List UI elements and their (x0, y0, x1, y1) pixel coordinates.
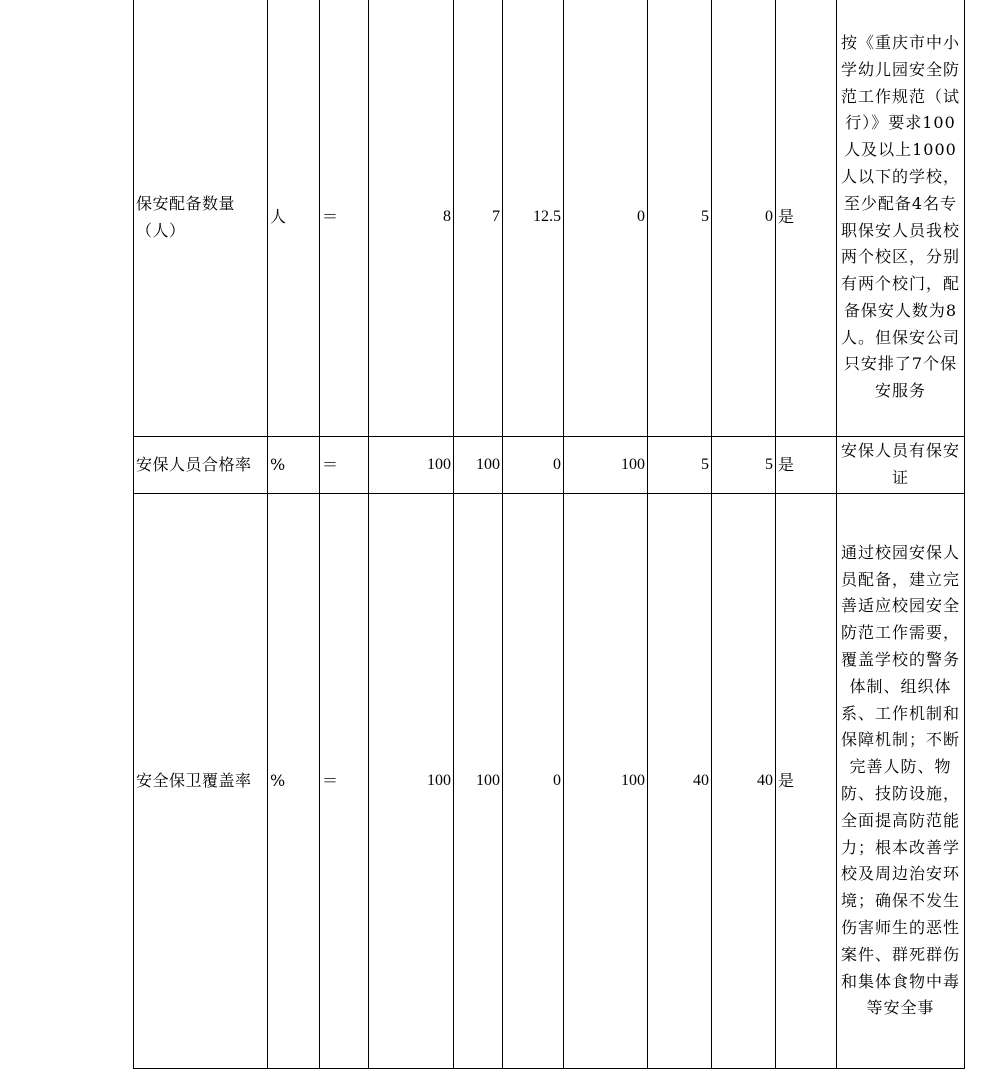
unit-cell: % (268, 437, 320, 494)
performance-table (133, 0, 965, 1069)
flag-cell: 是 (776, 0, 837, 437)
score-value: 40 (712, 494, 776, 1069)
target-value: 100 (369, 494, 454, 1069)
indicator-name: 安保人员合格率 (134, 437, 268, 494)
indicator-name: 保安配备数量（人） (134, 0, 268, 437)
rate-value: 100 (564, 494, 648, 1069)
weight-value: 5 (648, 0, 712, 437)
deviation-value: 12.5 (503, 0, 564, 437)
actual-value: 100 (454, 437, 503, 494)
operator-cell: ＝ (320, 0, 369, 437)
rate-value: 0 (564, 0, 648, 437)
score-value: 0 (712, 0, 776, 437)
note-cell: 通过校园安保人员配备，建立完善适应校园安全防范工作需要，覆盖学校的警务体制、组织体系、工作机制和保障机制；不断完善人防、物防、技防设施，全面提高防范能力；根本改善学校及周边治安环境；确保不发生伤害师生的恶性案件、群死群伤和集体食物中毒等安全事 (837, 494, 965, 1069)
weight-value: 5 (648, 437, 712, 494)
flag-cell: 是 (776, 494, 837, 1069)
note-cell: 按《重庆市中小学幼儿园安全防范工作规范（试行）》要求100人及以上1000人以下的学校，至少配备4名专职保安人员我校两个校区，分别有两个校门，配备保安人数为8人。但保安公司只安排了7个保安服务 (837, 0, 965, 437)
deviation-value: 0 (503, 437, 564, 494)
unit-cell: % (268, 494, 320, 1069)
unit-cell: 人 (268, 0, 320, 437)
target-value: 100 (369, 437, 454, 494)
actual-value: 100 (454, 494, 503, 1069)
target-value: 8 (369, 0, 454, 437)
deviation-value: 0 (503, 494, 564, 1069)
weight-value: 40 (648, 494, 712, 1069)
flag-cell: 是 (776, 437, 837, 494)
table-row (134, 494, 965, 1069)
note-cell: 安保人员有保安证 (837, 437, 965, 494)
actual-value: 7 (454, 0, 503, 437)
indicator-name: 安全保卫覆盖率 (134, 494, 268, 1069)
table-row (134, 437, 965, 494)
score-value: 5 (712, 437, 776, 494)
rate-value: 100 (564, 437, 648, 494)
operator-cell: ＝ (320, 437, 369, 494)
table-row (134, 0, 965, 437)
operator-cell: ＝ (320, 494, 369, 1069)
